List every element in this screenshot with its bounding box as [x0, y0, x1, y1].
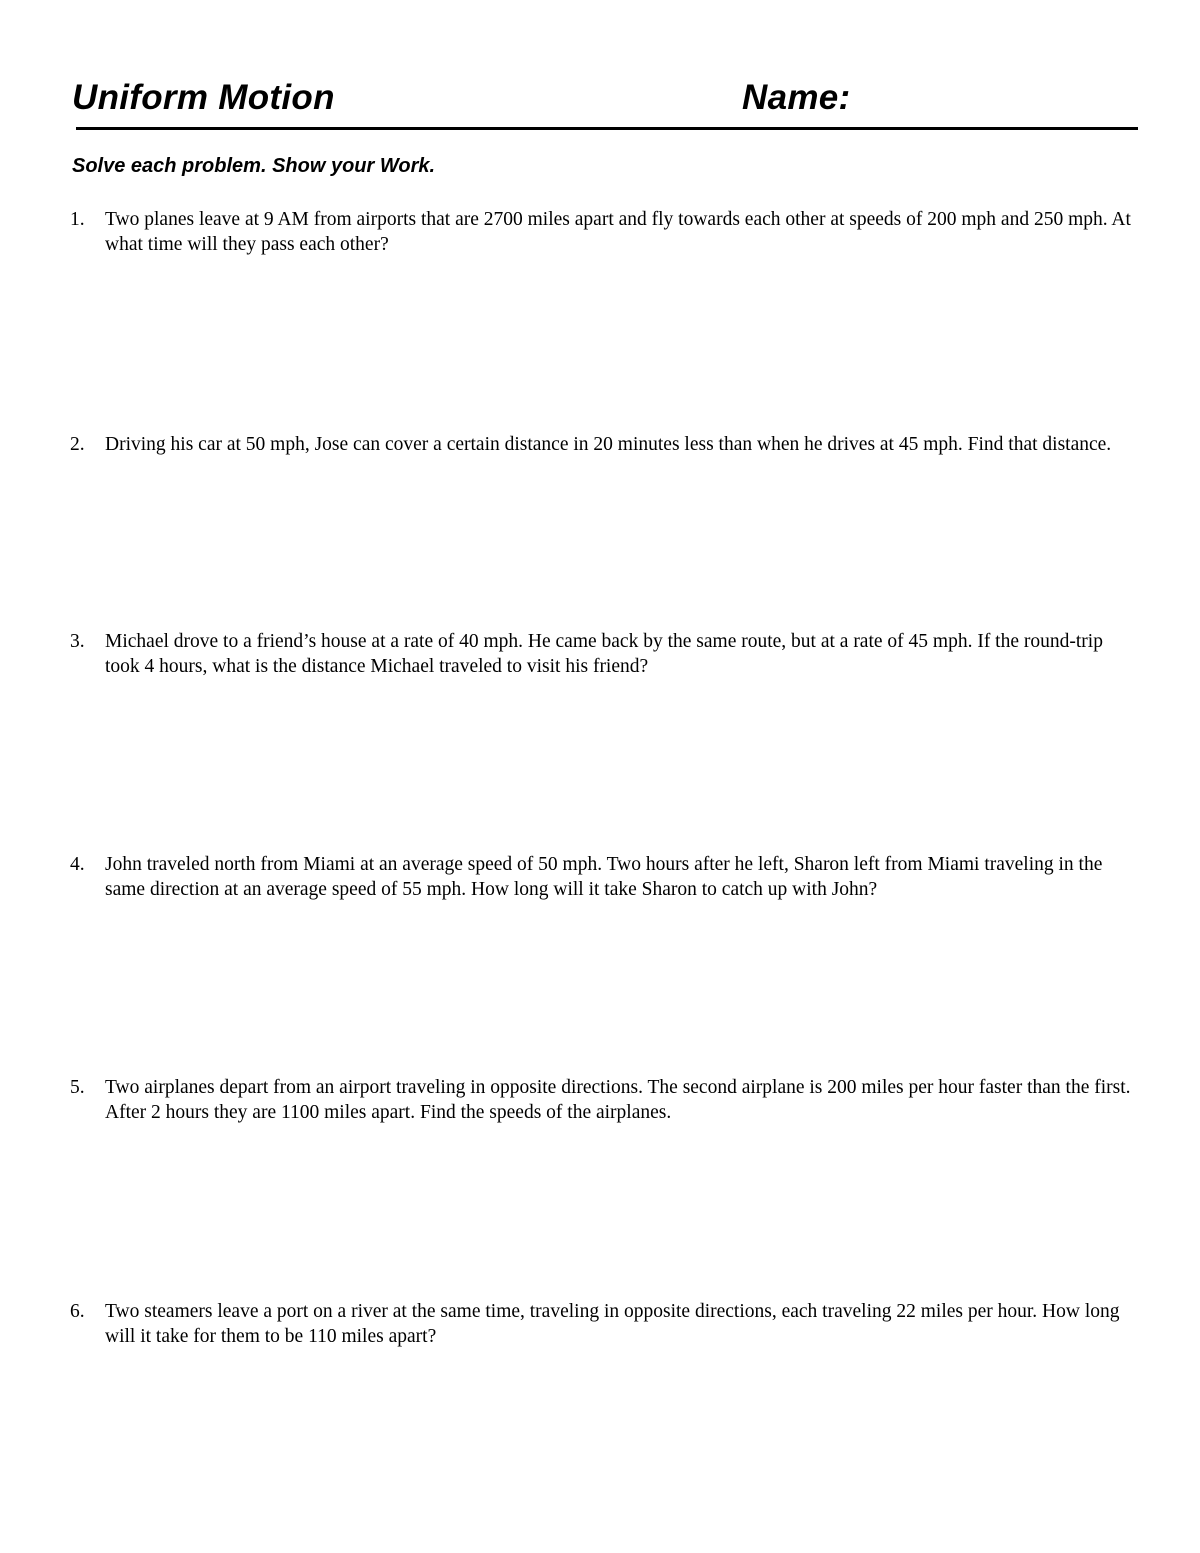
problem-text: John traveled north from Miami at an average speed of 50 mph. Two hours after he left, Sharon left from Miami traveling in the same direction at an average speed of 55 mph. How long will it take Sharon to catch up with John? — [105, 854, 1103, 900]
problem-number: 5. — [70, 1077, 85, 1098]
problem-5 — [70, 1076, 1135, 1125]
problem-2 — [70, 433, 1135, 458]
problem-text: Two planes leave at 9 AM from airports that are 2700 miles apart and fly towards each other at speeds of 200 mph and 250 mph. At what time will they pass each other? — [105, 209, 1131, 255]
problem-6 — [70, 1300, 1135, 1349]
problem-text: Two airplanes depart from an airport traveling in opposite directions. The second airplane is 200 miles per hour faster than the first. After 2 hours they are 1100 miles apart. Find the speeds of the airplanes. — [105, 1077, 1131, 1123]
problem-number: 3. — [70, 631, 85, 652]
problem-text: Driving his car at 50 mph, Jose can cover a certain distance in 20 minutes less than when he drives at 45 mph. Find that distance. — [105, 434, 1112, 455]
problem-number: 2. — [70, 434, 85, 455]
problem-number: 6. — [70, 1301, 85, 1322]
problem-3 — [70, 630, 1135, 679]
instructions: Solve each problem. Show your Work. — [72, 155, 436, 177]
problem-text: Michael drove to a friend’s house at a rate of 40 mph. He came back by the same route, but at a rate of 45 mph. If the round-trip took 4 hours, what is the distance Michael traveled to visit his friend? — [105, 631, 1103, 677]
problem-number: 1. — [70, 209, 85, 230]
problem-number: 4. — [70, 854, 85, 875]
problem-1 — [70, 208, 1135, 257]
problem-4 — [70, 853, 1135, 902]
header-divider — [76, 127, 1138, 130]
problem-text: Two steamers leave a port on a river at the same time, traveling in opposite directions, each traveling 22 miles per hour. How long will it take for them to be 110 miles apart? — [105, 1301, 1120, 1347]
name-label: Name: — [742, 78, 851, 117]
worksheet-title: Uniform Motion — [72, 78, 335, 117]
